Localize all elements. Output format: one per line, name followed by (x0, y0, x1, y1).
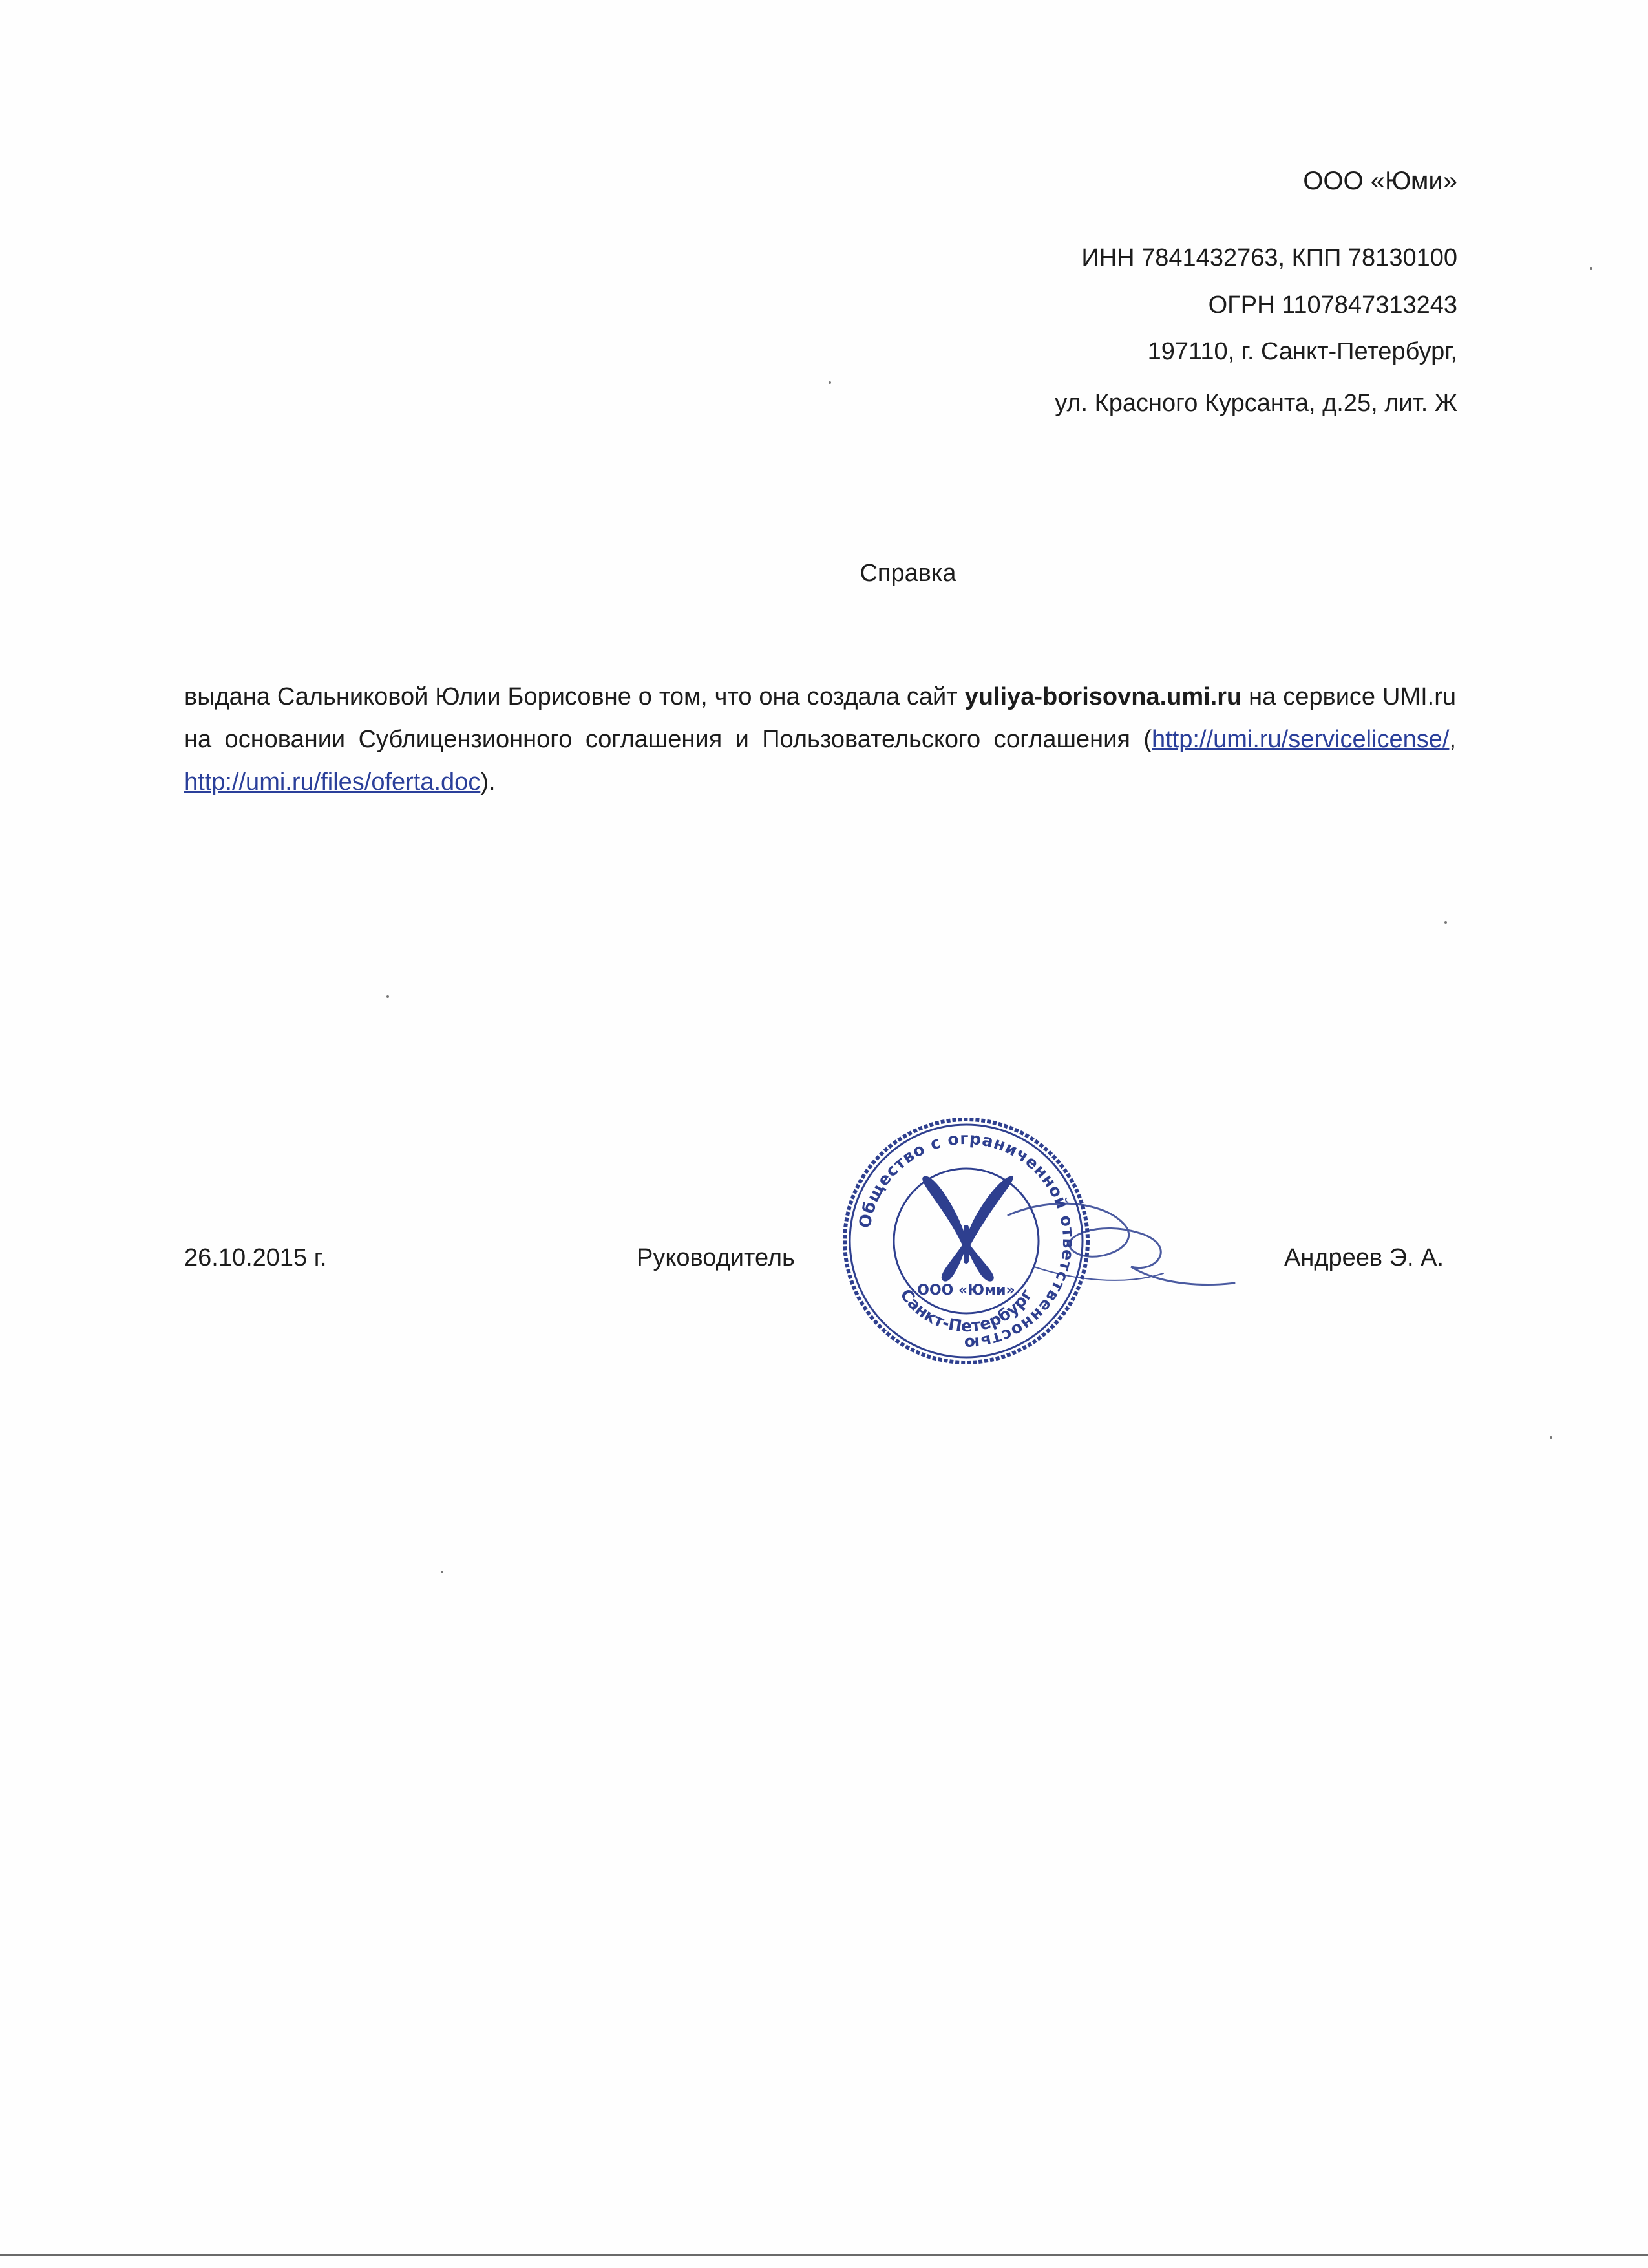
document-title: Справка (860, 560, 956, 587)
butterfly-logo (922, 1176, 1013, 1282)
body-text-part2: на сервисе UMI.ru на основании Сублицензионного соглашения и Пользовательского соглашения ( (184, 683, 1456, 753)
link-separator: , (1449, 726, 1456, 753)
address-city: 197110, г. Санкт-Петербург, (1147, 338, 1457, 365)
certificate-body (184, 675, 1456, 803)
service-license-link[interactable]: http://umi.ru/servicelicense/ (1152, 726, 1450, 753)
stamp-outer-text: Общество с ограниченной ответственностью (855, 1129, 1079, 1353)
ogrn: ОГРН 1107847313243 (1208, 291, 1457, 319)
stamp-inner-text: ООО «Юми» (917, 1282, 1015, 1298)
company-stamp (837, 1112, 1095, 1370)
site-name: yuliya-borisovna.umi.ru (964, 683, 1242, 710)
signer-name: Андреев Э. А. (1284, 1244, 1444, 1271)
scan-speck (441, 1571, 443, 1573)
oferta-link[interactable]: http://umi.ru/files/oferta.doc (184, 768, 481, 796)
tax-ids: ИНН 7841432763, КПП 78130100 (1081, 244, 1457, 271)
body-text-part3: ). (480, 768, 496, 796)
scan-speck (386, 995, 389, 998)
scan-speck (1590, 267, 1592, 270)
address-street: ул. Красного Курсанта, д.25, лит. Ж (1055, 390, 1457, 417)
scan-speck (1444, 921, 1447, 924)
issue-date: 26.10.2015 г. (184, 1244, 327, 1271)
signer-position: Руководитель (637, 1244, 795, 1271)
scan-speck (829, 381, 831, 384)
stamp-city: Санкт-Петербург (896, 1285, 1036, 1336)
body-text-part1: выдана Сальниковой Юлии Борисовне о том, что она создала сайт (184, 683, 965, 710)
scan-speck (1550, 1436, 1552, 1439)
scan-edge-line (0, 2254, 1648, 2256)
company-name: ООО «Юми» (1303, 167, 1457, 195)
